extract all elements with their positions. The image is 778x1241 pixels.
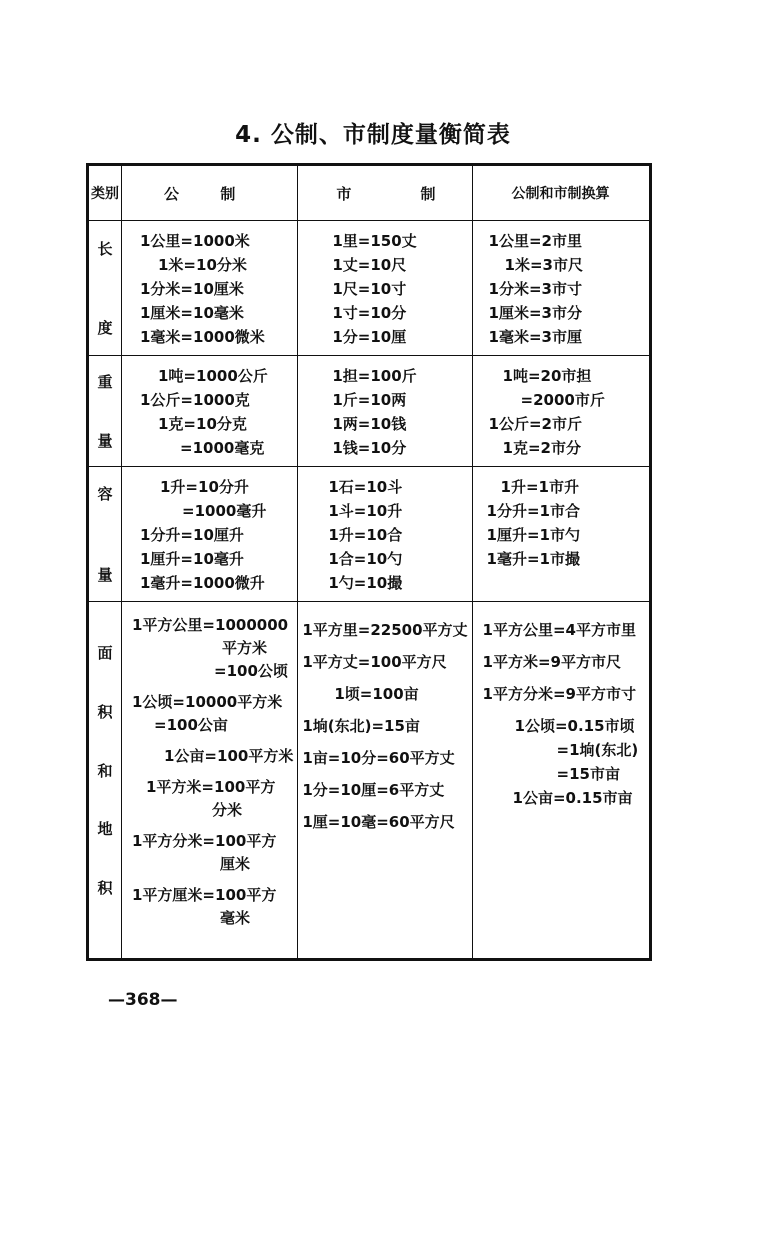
list-item: 1克=10分克: [158, 415, 247, 433]
list-item: 1两=10钱: [332, 415, 407, 433]
page-title: 4. 公制、市制度量衡简表: [235, 122, 511, 148]
list-item: 毫米: [220, 909, 251, 927]
list-item: 1平方公里=1000000: [132, 616, 289, 634]
list-item: 1毫升=1000微升: [140, 574, 265, 592]
table-header-row: [88, 165, 651, 221]
list-item: 1钱=10分: [332, 439, 407, 457]
shi-cell: [298, 602, 472, 960]
list-item: 1公亩=100平方米: [164, 747, 294, 765]
list-item: 1合=10勺: [328, 550, 403, 568]
conversion-cell: [472, 602, 650, 960]
list-item: 1勺=10撮: [328, 574, 403, 592]
list-item: 1吨=20市担: [502, 367, 592, 385]
table-row-volume: [88, 467, 651, 602]
list-item: 1米=10分米: [158, 256, 247, 274]
category-char: 度: [97, 319, 113, 337]
list-item: 1公里=1000米: [140, 232, 250, 250]
header-category: 类别: [88, 165, 122, 221]
list-item: 1斗=10升: [328, 502, 403, 520]
list-item: 1斤=10两: [332, 391, 407, 409]
list-item: 1升=10合: [328, 526, 403, 544]
list-item: =1000毫克: [180, 439, 265, 457]
table-row-weight: [88, 356, 651, 467]
list-item: 分米: [212, 801, 243, 819]
list-item: 1亩=10分=60平方丈: [302, 749, 455, 767]
list-item: 1平方米=100平方: [146, 778, 276, 796]
list-item: 1米=3市尺: [504, 256, 583, 274]
list-item: 平方米: [222, 639, 268, 657]
list-item: =15市亩: [556, 765, 620, 783]
list-item: 1厘升=1市勺: [486, 526, 580, 544]
list-item: 1吨=1000公斤: [158, 367, 268, 385]
header-metric: [122, 165, 298, 221]
list-item: 1平方里=22500平方丈: [302, 621, 468, 639]
page-number: —368—: [108, 990, 178, 1010]
header-shi-char-1: 市: [336, 184, 352, 203]
shi-cell: [298, 221, 472, 356]
metric-cell: [122, 356, 298, 467]
list-item: 1公亩=0.15市亩: [512, 789, 633, 807]
list-item: 1顷=100亩: [334, 685, 419, 703]
list-item: 厘米: [220, 855, 251, 873]
list-item: 1厘升=10毫升: [140, 550, 244, 568]
list-item: =100公亩: [154, 716, 228, 734]
header-metric-char-1: 公: [164, 184, 180, 203]
header-conversion: 公制和市制换算: [472, 165, 650, 221]
header-metric-char-2: 制: [220, 184, 236, 203]
measurement-table: [86, 163, 652, 961]
category-char: 积: [97, 879, 113, 897]
list-item: 1平方分米=100平方: [132, 832, 277, 850]
category-char: 积: [97, 702, 113, 721]
list-item: 1升=10分升: [160, 478, 249, 496]
measurement-table-wrapper: [86, 163, 652, 961]
list-item: 1平方丈=100平方尺: [302, 653, 447, 671]
list-item: 1升=1市升: [500, 478, 579, 496]
table-row-length: [88, 221, 651, 356]
list-item: 1尺=10寸: [332, 280, 407, 298]
list-item: 1公里=2市里: [488, 232, 582, 250]
list-item: 1公顷=10000平方米: [132, 693, 283, 711]
list-item: =1000毫升: [182, 502, 267, 520]
list-item: 1厘米=3市分: [488, 304, 582, 322]
category-cell: [88, 221, 122, 356]
table-row-area: [88, 602, 651, 960]
list-item: 1寸=10分: [332, 304, 407, 322]
category-char: 面: [97, 644, 113, 662]
conversion-cell: [472, 356, 650, 467]
list-item: 1分=10厘=6平方丈: [302, 781, 445, 799]
category-char: 长: [97, 240, 113, 258]
category-cell: [88, 602, 122, 960]
metric-cell: [122, 221, 298, 356]
list-item: 1垧(东北)=15亩: [302, 717, 420, 735]
list-item: 1厘米=10毫米: [140, 304, 244, 322]
category-char: 和: [97, 761, 113, 780]
category-char: 重: [97, 373, 113, 391]
list-item: 1里=150丈: [332, 232, 417, 250]
category-char: 量: [97, 566, 113, 584]
list-item: 1分米=10厘米: [140, 280, 244, 298]
list-item: 1公斤=1000克: [140, 391, 250, 409]
list-item: 1毫米=1000微米: [140, 328, 265, 346]
list-item: 1公斤=2市斤: [488, 415, 582, 433]
list-item: 1毫米=3市厘: [488, 328, 582, 346]
list-item: =100公顷: [214, 662, 288, 680]
list-item: 1分米=3市寸: [488, 280, 582, 298]
list-item: 1石=10斗: [328, 478, 403, 496]
list-item: 1分升=10厘升: [140, 526, 244, 544]
header-shi-char-2: 制: [420, 184, 436, 203]
list-item: 1平方分米=9平方市寸: [482, 685, 636, 703]
list-item: 1分升=1市合: [486, 502, 580, 520]
list-item: 1平方厘米=100平方: [132, 886, 277, 904]
category-cell: [88, 467, 122, 602]
list-item: 1毫升=1市撮: [486, 550, 580, 568]
list-item: 1分=10厘: [332, 328, 407, 346]
list-item: 1平方公里=4平方市里: [482, 621, 636, 639]
conversion-cell: [472, 221, 650, 356]
list-item: 1平方米=9平方市尺: [482, 653, 621, 671]
list-item: =2000市斤: [520, 391, 605, 409]
list-item: 1厘=10毫=60平方尺: [302, 813, 455, 831]
header-shi: [298, 165, 472, 221]
shi-cell: [298, 467, 472, 602]
metric-cell: [122, 602, 298, 960]
category-char: 容: [97, 485, 113, 503]
list-item: 1公顷=0.15市顷: [514, 717, 635, 735]
metric-cell: [122, 467, 298, 602]
shi-cell: [298, 356, 472, 467]
category-char: 量: [97, 432, 113, 450]
category-char: 地: [97, 820, 113, 839]
list-item: 1克=2市分: [502, 439, 581, 457]
list-item: 1担=100斤: [332, 367, 417, 385]
conversion-cell: [472, 467, 650, 602]
list-item: =1垧(东北): [556, 741, 639, 759]
category-cell: [88, 356, 122, 467]
list-item: 1丈=10尺: [332, 256, 407, 274]
